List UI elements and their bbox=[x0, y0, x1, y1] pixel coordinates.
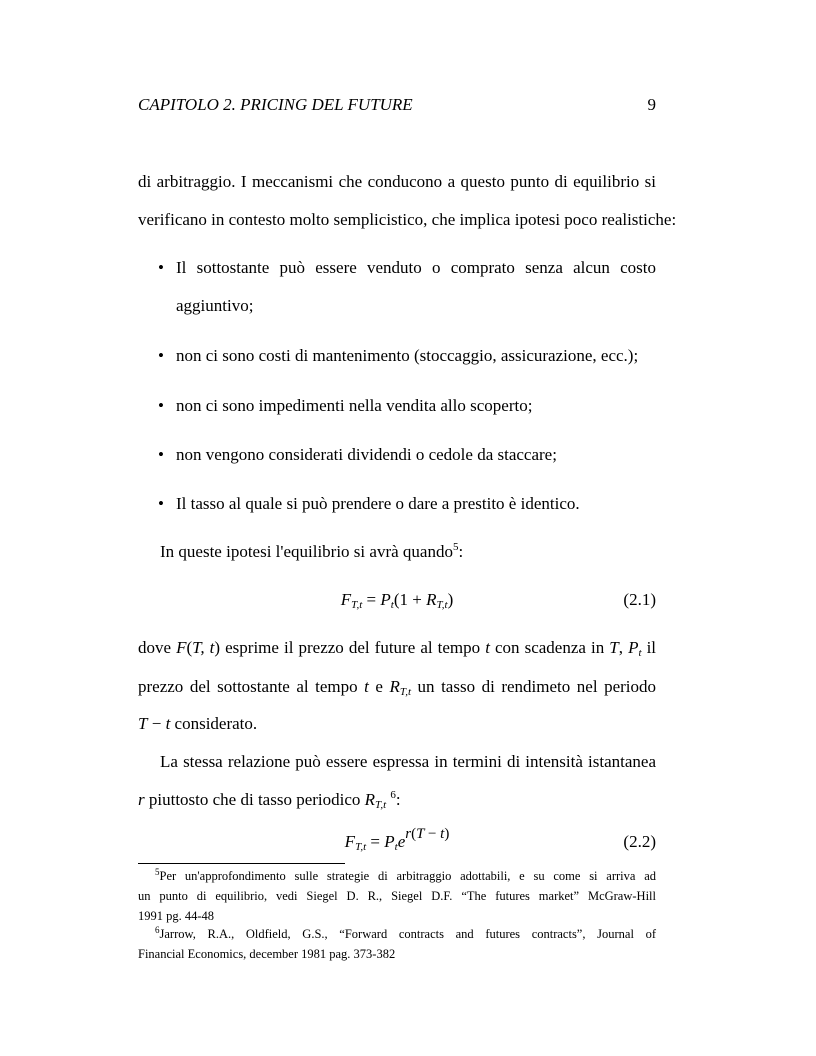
text-run: esprime il prezzo del future al tempo bbox=[220, 638, 486, 657]
text-run: considerato. bbox=[170, 714, 258, 733]
equation-2-1 bbox=[138, 590, 656, 614]
text-run: : bbox=[395, 790, 401, 809]
text-run: , bbox=[618, 638, 629, 657]
text-run: prezzo del sottostante al tempo bbox=[138, 677, 365, 696]
text-run: dove bbox=[138, 638, 177, 657]
paragraph-2-end: : bbox=[458, 542, 464, 561]
bullet-marker: • bbox=[158, 494, 164, 513]
bullet-item-1: Il sottostante può essere venduto o comprato senza alcun costo bbox=[176, 258, 656, 277]
bullet-item-3: non ci sono impedimenti nella vendita allo scoperto; bbox=[176, 396, 533, 415]
equation-2-2-formula: $F_{T,t} = P_te^{r(T - t)}$ bbox=[344, 826, 450, 853]
bullet-marker: • bbox=[158, 346, 164, 365]
text-run: piuttosto che di tasso periodico bbox=[144, 790, 365, 809]
bullet-item-4: non vengono considerati dividendi o cedole da staccare; bbox=[176, 445, 557, 464]
bullet-item-2: non ci sono costi di mantenimento (stoccaggio, assicurazione, ecc.); bbox=[176, 346, 639, 365]
paragraph-1-line-2: verificano in contesto molto semplicistico, che implica ipotesi poco realistiche: bbox=[138, 210, 677, 229]
bullet-marker: • bbox=[158, 396, 164, 415]
bullet-marker: • bbox=[158, 445, 164, 464]
text-run: il bbox=[641, 638, 657, 657]
paragraph-3-line-2: prezzo del sottostante al tempo t e $R_{T,t}$ un tasso di rendimeto nel periodo bbox=[138, 677, 657, 698]
footnote-5-line-2: un punto di equilibrio, vedi Siegel D. R., Siegel D.F. “The futures market” McGraw-Hill bbox=[138, 889, 656, 903]
paragraph-4-line-1: La stessa relazione può essere espressa in termini di intensità istantanea bbox=[160, 752, 656, 771]
bullet-item-1-cont: aggiuntivo; bbox=[176, 296, 254, 315]
equation-2-2 bbox=[138, 826, 656, 856]
footnote-ref-6: 6 bbox=[390, 789, 396, 801]
paragraph-2 bbox=[160, 542, 463, 562]
footnote-6-line-2: Financial Economics, december 1981 pag. 373-382 bbox=[138, 947, 396, 961]
paragraph-3-line-3: T − t considerato. bbox=[138, 714, 258, 733]
text-run: e bbox=[368, 677, 390, 696]
footnote-6-line-1 bbox=[155, 924, 656, 944]
footnote-rule bbox=[138, 863, 345, 864]
page-number: 9 bbox=[647, 95, 656, 114]
footnote-mark-5: 5 bbox=[155, 867, 160, 877]
paragraph-3-line-1: dove F(T, t) esprime il prezzo del future al tempo t con scadenza in T, $P_t$ il bbox=[138, 638, 657, 659]
text-run: con scadenza in bbox=[489, 638, 610, 657]
paragraph-2-text: In queste ipotesi l'equilibrio si avrà quando bbox=[160, 542, 453, 561]
chapter-title: CAPITOLO 2. PRICING DEL FUTURE bbox=[138, 95, 413, 114]
running-header bbox=[138, 95, 656, 115]
text-run: un tasso di rendimeto nel periodo bbox=[411, 677, 657, 696]
footnote-ref-5: 5 bbox=[452, 541, 459, 553]
equation-2-2-number: (2.2) bbox=[623, 832, 656, 851]
text-run: Per un'approfondimento sulle strategie di arbitraggio adottabili, e su come si arriva ad bbox=[159, 869, 656, 883]
equation-2-1-formula: $F_{T,t} = P_t(1 + R_{T,t})$ bbox=[340, 590, 454, 611]
footnote-mark-6: 6 bbox=[155, 925, 160, 935]
paragraph-1-line-1: di arbitraggio. I meccanismi che conducono a questo punto di equilibrio si bbox=[138, 172, 656, 191]
footnote-5-line-3: 1991 pg. 44-48 bbox=[138, 909, 215, 923]
footnote-5-line-1 bbox=[155, 866, 656, 886]
equation-2-1-number: (2.1) bbox=[623, 590, 656, 609]
bullet-item-5: Il tasso al quale si può prendere o dare a prestito è identico. bbox=[176, 494, 580, 513]
paragraph-4-line-2: r piuttosto che di tasso periodico $R_{T,t}$ $^6$: bbox=[138, 789, 401, 811]
text-run: Jarrow, R.A., Oldfield, G.S., “Forward contracts and futures contracts”, Journal of bbox=[159, 927, 656, 941]
bullet-marker: • bbox=[158, 258, 164, 277]
